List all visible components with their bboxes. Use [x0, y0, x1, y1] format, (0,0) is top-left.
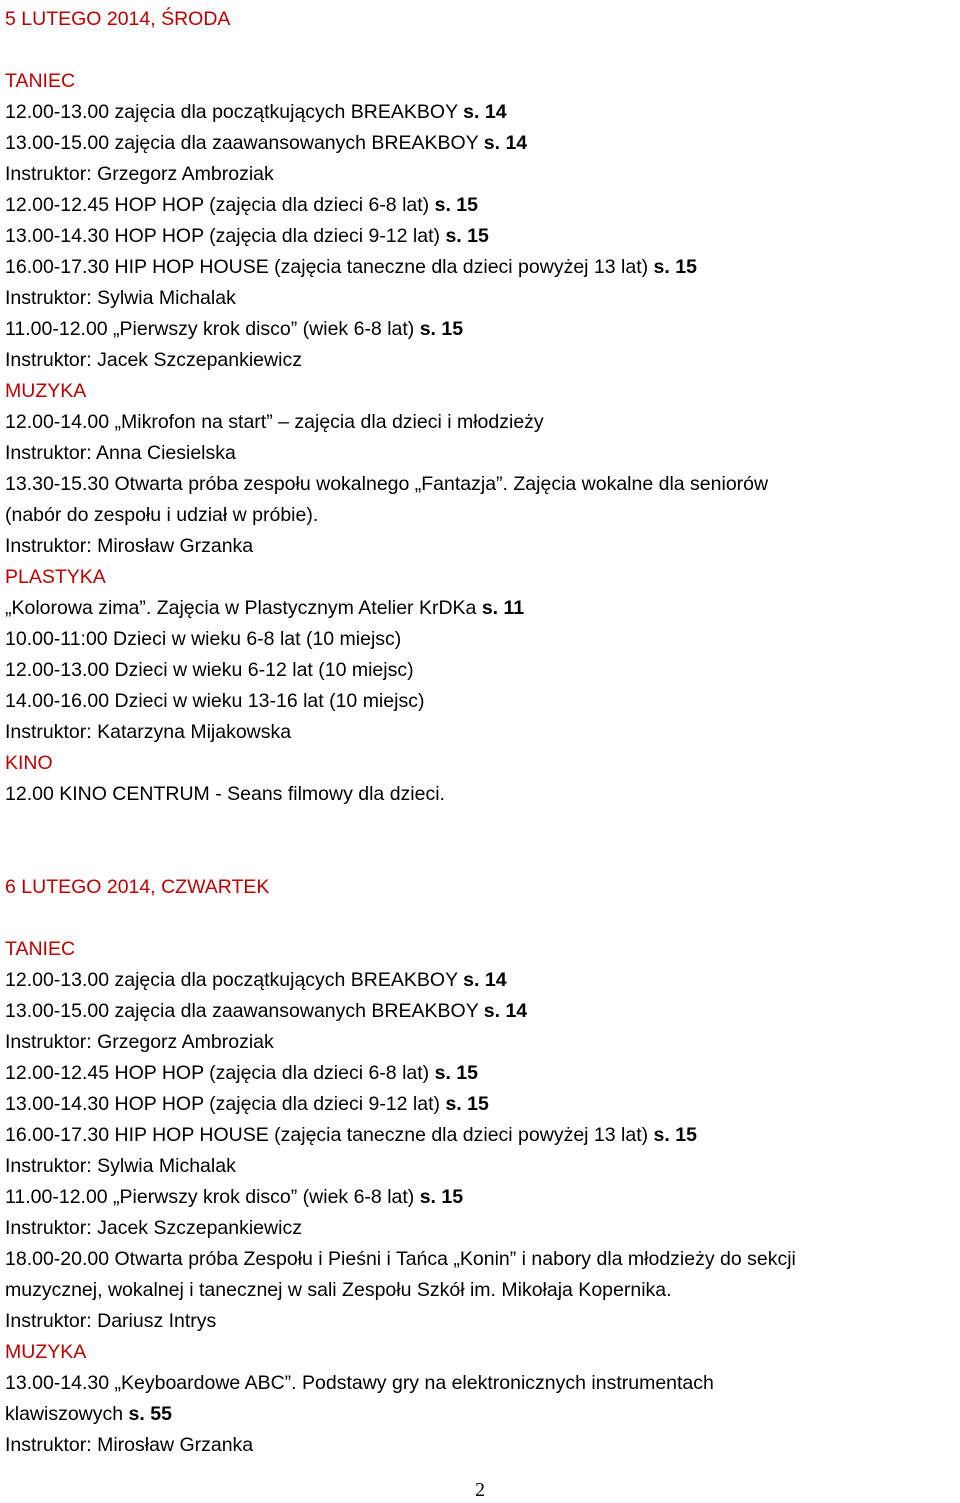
room-label: s. 15	[445, 1093, 489, 1115]
schedule-line: 12.00-14.00 „Mikrofon na start” – zajęcia dla dzieci i młodzieży	[5, 411, 544, 433]
schedule-line: 13.00-14.30 HOP HOP (zajęcia dla dzieci 9-12 lat) s. 15	[5, 225, 489, 247]
document-page	[5, 0, 957, 1461]
schedule-line: 12.00-13.00 zajęcia dla początkujących BREAKBOY s. 14	[5, 101, 507, 123]
day-heading-text: 5 LUTEGO 2014, ŚRODA	[5, 8, 231, 30]
instructor-line: Instruktor: Sylwia Michalak	[5, 287, 236, 309]
category-heading: TANIEC	[5, 938, 76, 960]
instructor-line: Instruktor: Mirosław Grzanka	[5, 535, 254, 557]
room-label: s. 15	[653, 1124, 697, 1146]
schedule-line: 13.00-14.30 „Keyboardowe ABC”. Podstawy gry na elektronicznych instrumentach	[5, 1372, 714, 1394]
schedule-line: 10.00-11:00 Dzieci w wieku 6-8 lat (10 miejsc)	[5, 628, 402, 650]
room-label: s. 14	[463, 969, 507, 991]
day-heading-text: 6 LUTEGO 2014, CZWARTEK	[5, 876, 270, 898]
schedule-line: 13.00-15.00 zajęcia dla zaawansowanych BREAKBOY s. 14	[5, 1000, 528, 1022]
schedule-line: 13.00-15.00 zajęcia dla zaawansowanych BREAKBOY s. 14	[5, 132, 528, 154]
room-label: s. 15	[419, 1186, 464, 1208]
day-heading	[5, 4, 957, 35]
instructor-line: Instruktor: Grzegorz Ambroziak	[5, 1031, 274, 1053]
category-heading: KINO	[5, 752, 53, 774]
schedule-line: 13.00-14.30 HOP HOP (zajęcia dla dzieci 9-12 lat) s. 15	[5, 1093, 489, 1115]
room-label: s. 14	[483, 132, 528, 154]
schedule-line: 16.00-17.30 HIP HOP HOUSE (zajęcia taneczne dla dzieci powyżej 13 lat) s. 15	[5, 1124, 697, 1146]
schedule-line: 13.30-15.30 Otwarta próba zespołu wokalnego „Fantazja”. Zajęcia wokalne dla seniorów	[5, 473, 769, 495]
room-label: s. 15	[419, 318, 464, 340]
category-heading: PLASTYKA	[5, 566, 106, 588]
page-number: 2	[475, 1479, 485, 1501]
schedule-line: „Kolorowa zima”. Zajęcia w Plastycznym Atelier KrDKa s. 11	[5, 597, 525, 619]
schedule-line: 14.00-16.00 Dzieci w wieku 13-16 lat (10 miejsc)	[5, 690, 425, 712]
schedule-line: 12.00-13.00 Dzieci w wieku 6-12 lat (10 miejsc)	[5, 659, 414, 681]
category-heading: MUZYKA	[5, 1341, 87, 1363]
instructor-line: Instruktor: Katarzyna Mijakowska	[5, 721, 292, 743]
schedule-line: 11.00-12.00 „Pierwszy krok disco” (wiek 6-8 lat) s. 15	[5, 318, 464, 340]
schedule-line: (nabór do zespołu i udział w próbie).	[5, 504, 319, 526]
room-label: s. 55	[128, 1403, 172, 1425]
room-label: s. 15	[434, 1062, 478, 1084]
schedule-line: 18.00-20.00 Otwarta próba Zespołu i Pieśni i Tańca „Konin” i nabory dla młodzieży do sekcji	[5, 1248, 796, 1270]
instructor-line: Instruktor: Jacek Szczepankiewicz	[5, 349, 302, 371]
schedule-line: muzycznej, wokalnej i tanecznej w sali Zespołu Szkół im. Mikołaja Kopernika.	[5, 1279, 672, 1301]
room-label: s. 15	[445, 225, 489, 247]
room-label: s. 14	[483, 1000, 528, 1022]
room-label: s. 15	[434, 194, 478, 216]
schedule-line: 12.00-12.45 HOP HOP (zajęcia dla dzieci 6-8 lat) s. 15	[5, 1062, 478, 1084]
instructor-line: Instruktor: Sylwia Michalak	[5, 1155, 236, 1177]
category-heading: MUZYKA	[5, 380, 87, 402]
schedule-line: 12.00-13.00 zajęcia dla początkujących BREAKBOY s. 14	[5, 969, 507, 991]
instructor-line: Instruktor: Dariusz Intrys	[5, 1310, 217, 1332]
room-label: s. 14	[463, 101, 507, 123]
category-heading: TANIEC	[5, 70, 76, 92]
instructor-line: Instruktor: Jacek Szczepankiewicz	[5, 1217, 302, 1239]
schedule-line: klawiszowych s. 55	[5, 1403, 172, 1425]
schedule-line: 11.00-12.00 „Pierwszy krok disco” (wiek 6-8 lat) s. 15	[5, 1186, 464, 1208]
room-label: s. 11	[481, 597, 525, 619]
day-heading	[5, 872, 957, 903]
room-label: s. 15	[653, 256, 697, 278]
instructor-line: Instruktor: Grzegorz Ambroziak	[5, 163, 274, 185]
instructor-line: Instruktor: Anna Ciesielska	[5, 442, 236, 464]
schedule-line: 16.00-17.30 HIP HOP HOUSE (zajęcia taneczne dla dzieci powyżej 13 lat) s. 15	[5, 256, 697, 278]
schedule-line: 12.00 KINO CENTRUM - Seans filmowy dla dzieci.	[5, 783, 445, 805]
instructor-line: Instruktor: Mirosław Grzanka	[5, 1434, 254, 1456]
schedule-line: 12.00-12.45 HOP HOP (zajęcia dla dzieci 6-8 lat) s. 15	[5, 194, 478, 216]
